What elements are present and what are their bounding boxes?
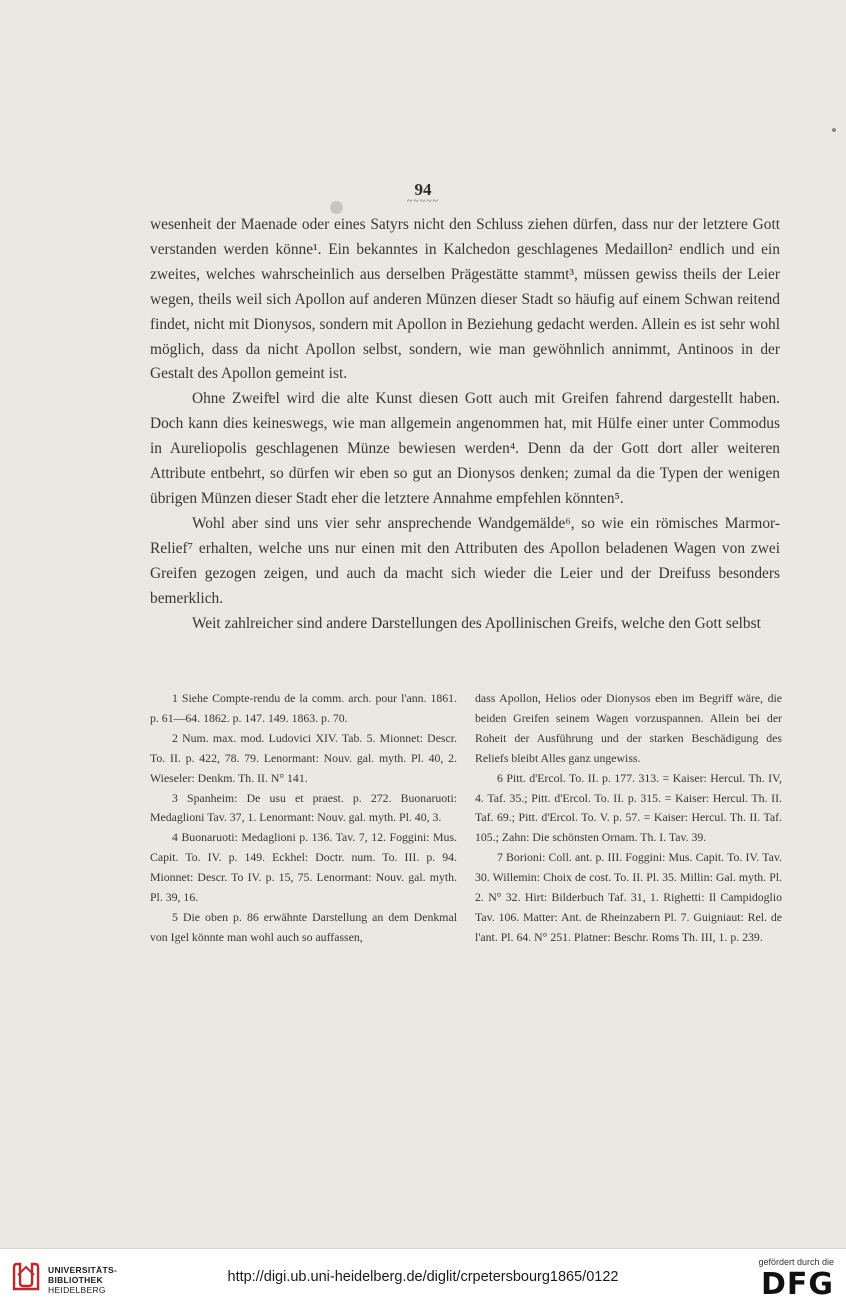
funding-label: gefördert durch die <box>758 1257 834 1267</box>
body-paragraph: Ohne Zweifel wird die alte Kunst diesen Gott auch mit Greifen fahrend dargestellt haben. Doch kann dies keineswegs, wie man allgemein angenommen hat, mit Hülfe einer unter Commodus in Aureliopolis geschlagenen Münze bewiesen werden⁴. Denn da der Gott dort aller weiteren Attribute entbehrt, so dürfen wir eben so gut an Dionysos denken; zumal da die Typen der wenigen übrigen Münzen dieser Stadt eher die letztere Annahme empfehlen könnten⁵. <box>150 390 780 507</box>
footnote: 1 Siehe Compte-rendu de la comm. arch. pour l'ann. 1861. p. 61—64. 1862. p. 147. 149. 1863. p. 70. <box>150 691 457 725</box>
footnote: 2 Num. max. mod. Ludovici XIV. Tab. 5. Mionnet: Descr. To. II. p. 422, 78. 79. Lenormant: Nouv. gal. myth. Pl. 40, 2. Wieseler: Denkm. Th. II. N° 141. <box>150 730 457 785</box>
viewer-footer <box>0 1248 846 1310</box>
library-name[interactable]: UNIVERSITÄTS- BIBLIOTHEK HEIDELBERG <box>48 1265 118 1295</box>
permalink-url[interactable]: http://digi.ub.uni-heidelberg.de/diglit/crpetersbourg1865/0122 <box>227 1269 619 1285</box>
footnote: 3 Spanheim: De usu et praest. p. 272. Buonaruoti: Medaglioni Tav. 37, 1. Lenormant: Nouv. gal. myth. Pl. 40, 3. <box>150 790 457 825</box>
body-paragraph: Wohl aber sind uns vier sehr ansprechende Wandgemälde⁶, so wie ein römisches Marmor-Relief⁷ erhalten, welche uns nur einen mit den Attributen des Apollon beladenen Wagen von zwei Greifen gezogen zeigen, und auch da macht sich wieder die Leier und der Dreifuss besonders bemerklich. <box>150 514 780 607</box>
footnotes-right-column <box>475 689 782 948</box>
page-number-ornament: ~~~~~ <box>406 196 440 207</box>
footnote: 7 Borioni: Coll. ant. p. III. Foggini: Mus. Capit. To. IV. Tav. 30. Willemin: Choix de cost. To. II. Pl. 35. Millin: Gal. myth. Pl. 2. N° 32. Hirt: Bilderbuch Taf. 31, 1. Righetti: Il Campidoglio Tav. 106. Matter: Ant. de Rheinzabern Pl. 7. Guigniaut: Rel. de l'ant. Pl. 64. N° 251. Platner: Beschr. Roms Th. III, 1. p. 239. <box>475 850 782 944</box>
page-number: 94 <box>414 180 432 199</box>
footnote: 4 Buonaruoti: Medaglioni p. 136. Tav. 7, 12. Foggini: Mus. Capit. To. IV. p. 149. Eckhel: Doctr. num. To. III. p. 94. Mionnet: Descr. To IV. p. 15, 75. Lenormant: Nouv. gal. myth. Pl. 39, 16. <box>150 830 457 905</box>
footnotes-left-column <box>150 689 457 948</box>
body-text <box>150 213 780 636</box>
dfg-logo[interactable]: DFG <box>760 1267 834 1302</box>
body-paragraph: wesenheit der Maenade oder eines Satyrs nicht den Schluss ziehen dürfen, dass nur der letztere Gott verstanden werden könne¹. Ein bekanntes in Kalchedon geschlagenes Medaillon² endlich und ein zweites, welches wahrscheinlich aus derselben Prägestätte stammt³, müssen gewiss theils der Leier wegen, theils weil sich Apollon auf anderen Münzen dieser Stadt so häufig auf einem Schwan reitend findet, nicht mit Dionysos, sondern mit Apollon in Beziehung gedacht werden. Allein es ist sehr wohl möglich, dass da nicht Apollon selbst, sondern, wie man gewöhnlich annimmt, Antinoos in der Gestalt des Apollon gemeint ist. <box>150 216 780 383</box>
paper-speck <box>832 128 836 132</box>
footnote: 5 Die oben p. 86 erwähnte Darstellung an dem Denkmal von Igel könnte man wohl auch so auffassen, <box>150 909 457 944</box>
footnote-continuation: dass Apollon, Helios oder Dionysos eben im Begriff wäre, die beiden Greifen seinem Wagen vorzuspannen. Allein bei der Roheit der Ausführung und der starken Beschädigung des Reliefs bleibt Alles ganz ungewiss. <box>475 691 782 765</box>
body-paragraph: Weit zahlreicher sind andere Darstellungen des Apollinischen Greifs, welche den Gott selbst <box>192 614 761 632</box>
footnote: 6 Pitt. d'Ercol. To. II. p. 177. 313. = Kaiser: Hercul. Th. IV, 4. Taf. 35.; Pitt. d'Ercol. To. II. p. 315. = Kaiser: Hercul. Th. II. Taf. 69.; Pitt. d'Ercol. To. V. p. 57. = Kaiser: Hercul. Th. II. Taf. 105.; Zahn: Die schönsten Ornam. Th. I. Tav. 39. <box>475 770 782 845</box>
